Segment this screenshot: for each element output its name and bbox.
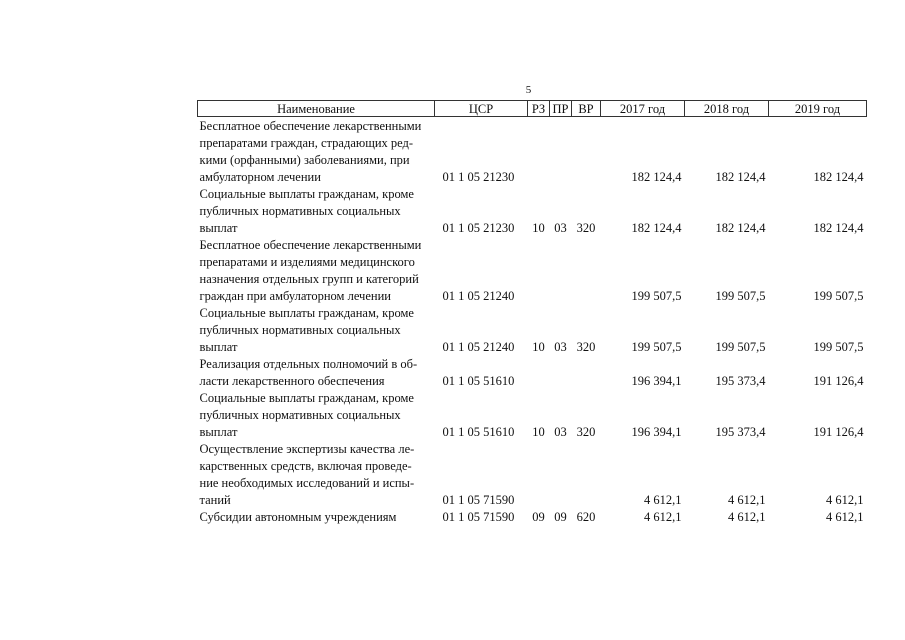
row-vr: 320 <box>576 221 596 235</box>
row-value-2019: 199 507,5 <box>813 289 864 303</box>
row-value-2019: 191 126,4 <box>813 374 864 388</box>
row-name-line: Субсидии автономным учреждениям <box>199 510 397 524</box>
row-name-line: Социальные выплаты гражданам, кроме <box>199 306 414 320</box>
row-csr: 01 1 05 21240 <box>442 340 515 354</box>
row-value-2017: 196 394,1 <box>631 374 682 388</box>
row-pr <box>550 356 572 390</box>
row-name-line: выплат <box>199 340 238 354</box>
row-name-line: Социальные выплаты гражданам, кроме <box>199 187 414 201</box>
row-pr: 03 <box>554 425 567 439</box>
row-rz <box>528 441 550 509</box>
table-row <box>198 390 867 441</box>
row-vr <box>572 441 601 509</box>
row-vr: 620 <box>576 510 596 524</box>
row-name-line: амбулаторном лечении <box>199 170 321 184</box>
row-name-line: публичных нормативных социальных <box>199 323 401 337</box>
row-value-2019: 199 507,5 <box>813 340 864 354</box>
row-value-2019: 182 124,4 <box>813 221 864 235</box>
row-vr <box>572 237 601 305</box>
row-pr <box>550 117 572 187</box>
row-rz: 10 <box>532 340 545 354</box>
row-name-line: Бесплатное обеспечение лекарственными <box>199 119 422 133</box>
table-body <box>198 117 867 527</box>
row-pr: 09 <box>554 510 567 524</box>
row-name-line: Осуществление экспертизы качества ле- <box>199 442 415 456</box>
row-value-2018: 199 507,5 <box>715 289 766 303</box>
row-value-2017: 4 612,1 <box>644 493 682 507</box>
header-2019: 2019 год <box>769 101 867 117</box>
row-csr: 01 1 05 71590 <box>442 510 515 524</box>
table-row <box>198 186 867 237</box>
row-name-line: ласти лекарственного обеспечения <box>199 374 385 388</box>
row-name-line: Социальные выплаты гражданам, кроме <box>199 391 414 405</box>
row-rz <box>528 356 550 390</box>
table-row <box>198 356 867 390</box>
row-pr: 03 <box>554 340 567 354</box>
row-name-line: публичных нормативных социальных <box>199 204 401 218</box>
row-name-line: кими (орфанными) заболеваниями, при <box>199 153 410 167</box>
row-rz <box>528 117 550 187</box>
row-name <box>198 186 435 237</box>
row-value-2018: 199 507,5 <box>715 340 766 354</box>
row-value-2017: 182 124,4 <box>631 170 682 184</box>
row-csr: 01 1 05 71590 <box>442 493 515 507</box>
row-value-2019: 4 612,1 <box>826 493 864 507</box>
row-rz: 09 <box>532 510 545 524</box>
row-name-line: препаратами граждан, страдающих ред- <box>199 136 414 150</box>
row-value-2018: 182 124,4 <box>715 221 766 235</box>
page-number: 5 <box>525 84 532 96</box>
row-name <box>198 441 435 509</box>
row-name-line: назначения отдельных групп и категорий <box>199 272 419 286</box>
header-rz: РЗ <box>528 101 550 117</box>
row-csr: 01 1 05 21230 <box>442 170 515 184</box>
row-value-2018: 182 124,4 <box>715 170 766 184</box>
row-name-line: граждан при амбулаторном лечении <box>199 289 391 303</box>
row-name <box>198 390 435 441</box>
row-value-2018: 4 612,1 <box>728 493 766 507</box>
row-name-line: таний <box>199 493 231 507</box>
row-rz: 10 <box>532 221 545 235</box>
table-row <box>198 305 867 356</box>
row-name-line: Бесплатное обеспечение лекарственными <box>199 238 422 252</box>
row-csr: 01 1 05 21230 <box>442 221 515 235</box>
row-value-2017: 4 612,1 <box>644 510 682 524</box>
row-pr <box>550 441 572 509</box>
row-value-2018: 195 373,4 <box>715 425 766 439</box>
header-2018: 2018 год <box>685 101 769 117</box>
row-value-2019: 182 124,4 <box>813 170 864 184</box>
row-name-line: выплат <box>199 425 238 439</box>
row-name <box>198 509 435 526</box>
header-pr: ПР <box>550 101 572 117</box>
table-row <box>198 237 867 305</box>
header-name: Наименование <box>198 101 435 117</box>
table-header-row <box>198 101 867 117</box>
row-rz: 10 <box>532 425 545 439</box>
row-value-2019: 4 612,1 <box>826 510 864 524</box>
budget-table <box>197 100 867 526</box>
row-csr: 01 1 05 51610 <box>442 374 515 388</box>
row-rz <box>528 237 550 305</box>
row-name-line: препаратами и изделиями медицинского <box>199 255 415 269</box>
row-name-line: выплат <box>199 221 238 235</box>
row-value-2018: 195 373,4 <box>715 374 766 388</box>
header-vr: ВР <box>572 101 601 117</box>
row-name <box>198 117 435 187</box>
table-row <box>198 441 867 509</box>
row-name-line: карственных средств, включая проведе- <box>199 459 412 473</box>
row-name-line: Реализация отдельных полномочий в об- <box>199 357 418 371</box>
row-csr: 01 1 05 21240 <box>442 289 515 303</box>
row-value-2017: 182 124,4 <box>631 221 682 235</box>
row-vr <box>572 117 601 187</box>
row-name <box>198 356 435 390</box>
row-csr: 01 1 05 51610 <box>442 425 515 439</box>
row-vr: 320 <box>576 340 596 354</box>
row-name <box>198 305 435 356</box>
table-row <box>198 117 867 187</box>
row-vr: 320 <box>576 425 596 439</box>
row-vr <box>572 356 601 390</box>
row-value-2018: 4 612,1 <box>728 510 766 524</box>
row-name <box>198 237 435 305</box>
row-name-line: ние необходимых исследований и испы- <box>199 476 415 490</box>
row-pr <box>550 237 572 305</box>
row-value-2019: 191 126,4 <box>813 425 864 439</box>
row-value-2017: 199 507,5 <box>631 340 682 354</box>
row-value-2017: 196 394,1 <box>631 425 682 439</box>
header-2017: 2017 год <box>601 101 685 117</box>
row-pr: 03 <box>554 221 567 235</box>
row-value-2017: 199 507,5 <box>631 289 682 303</box>
row-name-line: публичных нормативных социальных <box>199 408 401 422</box>
header-csr: ЦСР <box>435 101 528 117</box>
table-row <box>198 509 867 526</box>
